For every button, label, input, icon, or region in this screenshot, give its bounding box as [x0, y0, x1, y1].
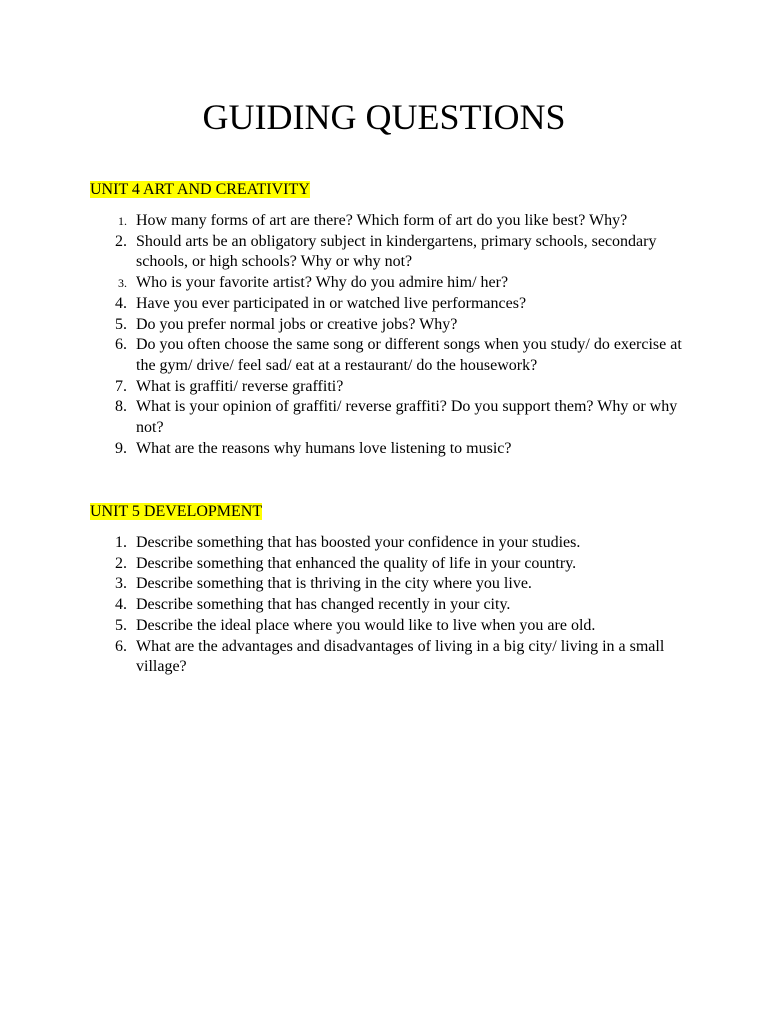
list-item [0, 211, 768, 232]
question-list-unit-4 [0, 211, 768, 459]
list-item-text: Describe something that enhanced the quality of life in your country. [136, 554, 577, 572]
list-item-text: Do you often choose the same song or different songs when you study/ do exercise at the gym/ drive/ feel sad/ eat at a restaurant/ do the housework? [136, 336, 682, 374]
list-number: 9. [115, 439, 127, 457]
list-number: 4. [115, 596, 127, 614]
list-item-text: Should arts be an obligatory subject in kindergartens, primary schools, secondary schools, or high schools? Why or why not? [136, 232, 657, 271]
list-item [0, 335, 768, 376]
list-number: 6. [115, 637, 127, 655]
list-item-text: What are the advantages and disadvantages of living in a big city/ living in a small village? [136, 637, 665, 676]
list-item-text: How many forms of art are there? Which form of art do you like best? Why? [136, 212, 628, 229]
list-number: 1. [118, 214, 127, 228]
list-item [0, 637, 768, 678]
list-item-text: Describe something that has changed recently in your city. [136, 596, 511, 614]
list-item-text: What is graffiti/ reverse graffiti? [136, 377, 344, 395]
list-item [0, 294, 768, 315]
section-heading-unit-5 [90, 502, 262, 522]
list-number: 5. [115, 616, 127, 634]
list-number: 2. [115, 554, 127, 572]
list-item-text: Have you ever participated in or watched live performances? [136, 294, 527, 312]
question-list-unit-5 [0, 533, 768, 678]
list-item [0, 439, 768, 460]
highlighted-heading-text: UNIT 5 DEVELOPMENT [90, 503, 263, 520]
list-item-text: Do you prefer normal jobs or creative jobs? Why? [136, 315, 458, 333]
list-item [0, 554, 768, 575]
list-number: 4. [115, 294, 127, 312]
list-number: 5. [115, 315, 127, 333]
list-number: 3. [115, 575, 127, 593]
section-heading-unit-4 [90, 180, 310, 200]
list-item [0, 574, 768, 595]
list-item [0, 315, 768, 336]
list-item-text: Describe something that has boosted your confidence in your studies. [136, 534, 581, 551]
highlighted-heading-text: UNIT 4 ART AND CREATIVITY [90, 181, 310, 198]
page-title: GUIDING QUESTIONS [202, 97, 566, 137]
list-item-text: Who is your favorite artist? Why do you admire him/ her? [136, 274, 509, 292]
list-number: 2. [115, 232, 127, 250]
list-item [0, 273, 768, 294]
list-number: 8. [115, 398, 127, 416]
list-number: 3. [118, 276, 127, 291]
list-number: 6. [115, 336, 127, 354]
list-item-text: Describe the ideal place where you would like to live when you are old. [136, 616, 596, 634]
list-item-text: What are the reasons why humans love listening to music? [136, 439, 512, 457]
list-item [0, 377, 768, 398]
list-item-text: What is your opinion of graffiti/ reverse graffiti? Do you support them? Why or why not? [136, 398, 678, 437]
list-item [0, 595, 768, 616]
list-number: 7. [115, 377, 127, 395]
list-item-text: Describe something that is thriving in the city where you live. [136, 575, 532, 593]
list-item [0, 616, 768, 637]
list-item [0, 533, 768, 554]
list-item [0, 397, 768, 438]
list-item [0, 232, 768, 273]
list-number: 1. [115, 534, 127, 551]
